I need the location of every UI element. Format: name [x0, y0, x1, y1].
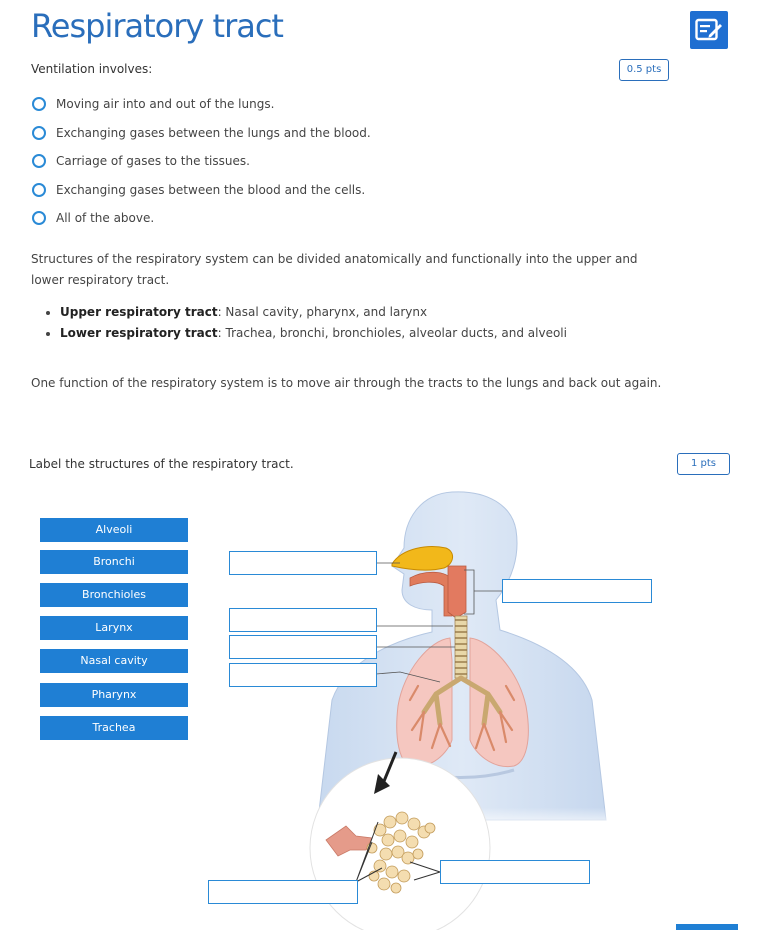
nasal-cavity-shape [392, 547, 453, 571]
info-paragraph: Structures of the respiratory system can be divided anatomically and functionally into the upper and lower respiratory tract. [31, 252, 638, 287]
drag-label-nasal-cavity[interactable]: Nasal cavity [40, 649, 188, 673]
drop-zone-nasal[interactable] [229, 551, 377, 575]
trachea-shape [455, 616, 467, 678]
option-label: Exchanging gases between the lungs and the blood. [56, 126, 371, 140]
question-prompt: Label the structures of the respiratory tract. [29, 457, 294, 471]
drop-zone-trachea[interactable] [229, 635, 377, 659]
page-title: Respiratory tract [31, 7, 283, 45]
list-item: • Lower respiratory tract: Trachea, bronchi, bronchioles, alveolar ducts, and alveoli [60, 323, 567, 344]
option-label: Moving air into and out of the lungs. [56, 97, 275, 111]
points-badge: 1 pts [677, 453, 730, 475]
drag-label-pharynx[interactable]: Pharynx [40, 683, 188, 707]
drop-zone-bronchioles[interactable] [208, 880, 358, 904]
question-prompt: Ventilation involves: [31, 62, 153, 76]
drag-label-larynx[interactable]: Larynx [40, 616, 188, 640]
drop-zone-pharynx-larynx[interactable] [502, 579, 652, 603]
drop-zone-bronchi[interactable] [229, 663, 377, 687]
drag-label-alveoli[interactable]: Alveoli [40, 518, 188, 542]
info-paragraph: One function of the respiratory system is to move air through the tracts to the lungs and back out again. [31, 376, 662, 390]
option-label: All of the above. [56, 211, 155, 225]
option-label: Carriage of gases to the tissues. [56, 154, 250, 168]
drag-label-trachea[interactable]: Trachea [40, 716, 188, 740]
points-badge: 0.5 pts [619, 59, 669, 81]
scroll-indicator [676, 924, 738, 930]
drag-label-bronchi[interactable]: Bronchi [40, 550, 188, 574]
option-label: Exchanging gases between the blood and the cells. [56, 183, 366, 197]
drop-zone-alveoli[interactable] [440, 860, 590, 884]
list-item: • Upper respiratory tract: Nasal cavity, pharynx, and larynx [60, 302, 567, 323]
drag-label-bronchioles[interactable]: Bronchioles [40, 583, 188, 607]
drop-zone-larynx[interactable] [229, 608, 377, 632]
